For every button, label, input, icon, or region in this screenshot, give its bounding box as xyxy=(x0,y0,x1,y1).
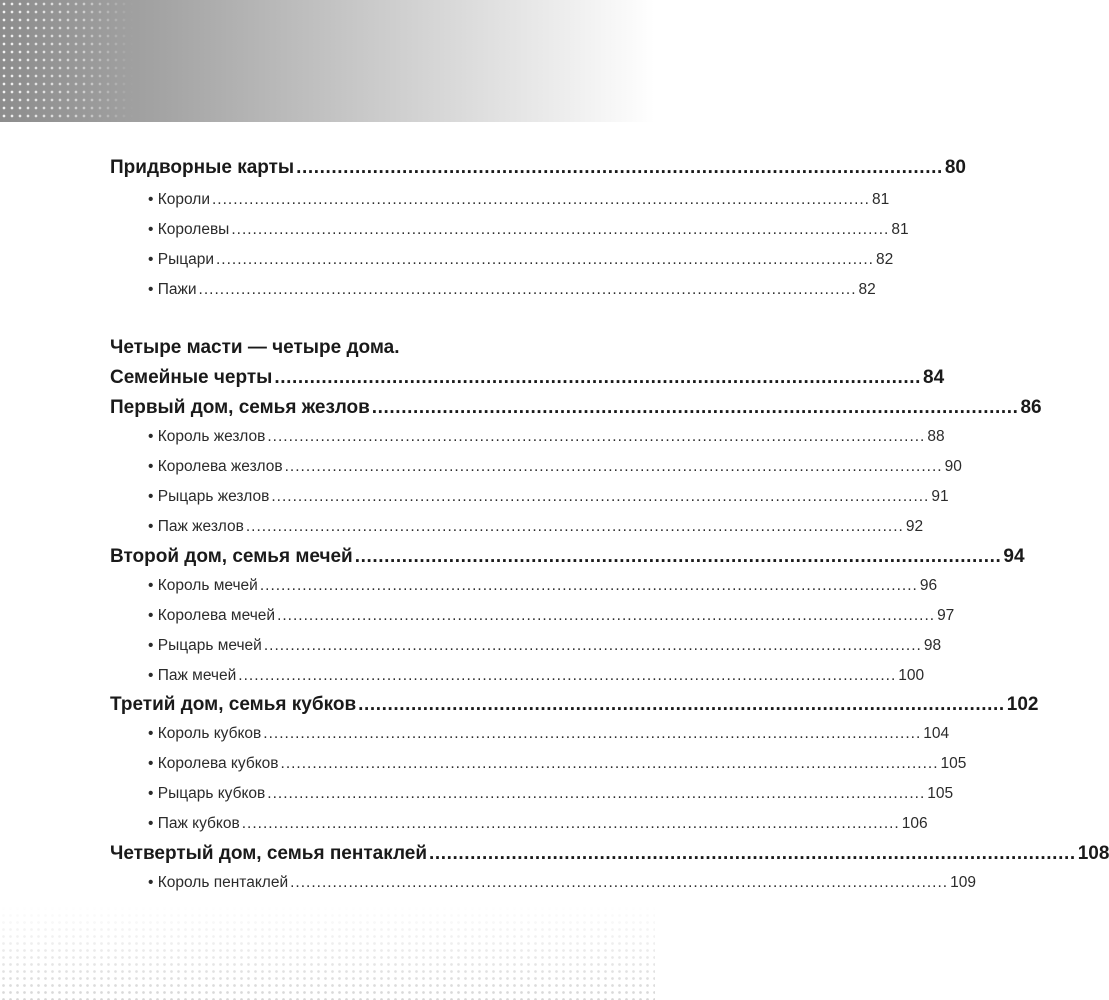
toc-leader-dots: ............................................................................................................................ xyxy=(212,191,870,208)
toc-entry-label: • Паж мечей xyxy=(148,667,237,684)
toc-leader-dots: ............................................................................................................................ xyxy=(263,637,922,654)
toc-page-number: 109 xyxy=(950,874,976,891)
toc-entry xyxy=(148,607,955,625)
toc-entry xyxy=(148,428,945,446)
toc-entry xyxy=(148,667,925,685)
toc-page-number: 90 xyxy=(944,458,962,475)
toc-leader-dots: ............................................................................................................................ xyxy=(277,607,936,624)
toc-entry xyxy=(148,755,967,773)
toc-page-number: 94 xyxy=(1003,546,1025,567)
toc-entry-label: • Пажи xyxy=(148,281,197,298)
toc-entry-label: Четвертый дом, семья пентаклей xyxy=(110,843,428,864)
toc-page-number: 106 xyxy=(901,815,928,832)
toc-entry-label: • Рыцарь кубков xyxy=(148,785,266,802)
toc-entry xyxy=(110,367,945,389)
toc-leader-dots: ............................................................................................................................ xyxy=(241,815,900,832)
toc-entry xyxy=(148,725,950,743)
toc-leader-dots: ............................................................................................................................ xyxy=(280,755,939,772)
toc-leader-dots: ............................................................................................................................ xyxy=(238,667,897,684)
toc-entry xyxy=(110,546,1025,568)
toc-entry xyxy=(148,281,876,299)
toc-page-number: 105 xyxy=(940,755,967,772)
toc-entry-label: Третий дом, семья кубков xyxy=(110,694,357,715)
toc-leader-dots: .............................................................................................................. xyxy=(274,367,922,388)
toc-page-number: 91 xyxy=(931,488,949,505)
toc-entry-label: • Король кубков xyxy=(148,725,262,742)
toc-page-number: 98 xyxy=(923,637,942,654)
section-heading: Четыре масти — четыре дома. xyxy=(110,337,400,358)
toc-leader-dots: ............................................................................................................................ xyxy=(198,281,857,298)
toc-entry xyxy=(148,785,954,803)
toc-entry xyxy=(148,458,962,476)
toc-entry-label: • Король пентаклей xyxy=(148,874,289,891)
toc-entry-label: • Рыцари xyxy=(148,251,214,268)
toc-page-number: 84 xyxy=(923,367,945,388)
toc-entry-label: Первый дом, семья жезлов xyxy=(110,397,370,418)
toc-page-number: 88 xyxy=(927,428,945,445)
toc-entry-label: • Рыцарь жезлов xyxy=(148,488,270,505)
toc-page-number: 81 xyxy=(872,191,890,208)
toc-entry-label: • Король жезлов xyxy=(148,428,266,445)
toc-leader-dots: .............................................................................................................. xyxy=(371,397,1019,418)
toc-entry xyxy=(148,577,938,595)
toc-page-number: 102 xyxy=(1006,694,1039,715)
toc-entry xyxy=(148,191,890,209)
toc-entry-label: • Короли xyxy=(148,191,210,208)
toc-leader-dots: ............................................................................................................................ xyxy=(231,221,890,238)
toc-entry xyxy=(110,843,1109,865)
toc-entry xyxy=(110,397,1042,419)
toc-entry-label: • Король мечей xyxy=(148,577,258,594)
toc-entry-label: • Паж жезлов xyxy=(148,518,244,535)
toc-leader-dots: ............................................................................................................................ xyxy=(263,725,922,742)
toc-page-number: 108 xyxy=(1077,843,1109,864)
toc-entry xyxy=(148,815,928,833)
toc-entry xyxy=(148,637,942,655)
toc-leader-dots: .............................................................................................................. xyxy=(354,546,1002,567)
toc-entry xyxy=(148,221,909,239)
toc-entry-label: • Королева жезлов xyxy=(148,458,283,475)
toc-entry xyxy=(148,874,976,892)
toc-entry-label: • Рыцарь мечей xyxy=(148,637,262,654)
toc-page-number: 86 xyxy=(1020,397,1042,418)
toc-leader-dots: .............................................................................................................. xyxy=(358,694,1005,715)
toc-page-number: 100 xyxy=(898,667,925,684)
toc-entry-label: Семейные черты xyxy=(110,367,273,388)
toc-page-number: 97 xyxy=(937,607,955,624)
toc-leader-dots: ............................................................................................................................ xyxy=(290,874,949,891)
toc-leader-dots: .............................................................................................................. xyxy=(296,157,943,178)
toc-entry-label: Второй дом, семья мечей xyxy=(110,546,353,567)
toc-entry-label: • Королевы xyxy=(148,221,230,238)
toc-page-number: 92 xyxy=(905,518,924,535)
toc-leader-dots: ............................................................................................................................ xyxy=(245,518,904,535)
toc-leader-dots: ............................................................................................................................ xyxy=(271,488,930,505)
toc-page-number: 81 xyxy=(891,221,909,238)
toc-entry xyxy=(148,488,949,506)
toc-entry xyxy=(148,518,924,536)
toc-page-number: 104 xyxy=(923,725,950,742)
toc-leader-dots: ............................................................................................................................ xyxy=(259,577,918,594)
toc-entry xyxy=(110,157,966,179)
toc-entry xyxy=(110,694,1039,716)
toc-leader-dots: ............................................................................................................................ xyxy=(267,785,926,802)
toc-page-number: 82 xyxy=(858,281,876,298)
toc-page-number: 96 xyxy=(919,577,938,594)
toc-leader-dots: ............................................................................................................................ xyxy=(284,458,943,475)
toc-page-number: 82 xyxy=(876,251,894,268)
toc-leader-dots: ............................................................................................................................ xyxy=(216,251,874,268)
toc-entry-label: • Королева мечей xyxy=(148,607,276,624)
toc-entry-label: • Королева кубков xyxy=(148,755,279,772)
toc-entry xyxy=(148,251,894,269)
toc-page-number: 80 xyxy=(944,157,966,178)
toc-entry-label: Придворные карты xyxy=(110,157,295,178)
toc-page-number: 105 xyxy=(927,785,954,802)
toc-leader-dots: .............................................................................................................. xyxy=(429,843,1076,864)
toc-leader-dots: ............................................................................................................................ xyxy=(267,428,926,445)
toc-entry-label: • Паж кубков xyxy=(148,815,240,832)
